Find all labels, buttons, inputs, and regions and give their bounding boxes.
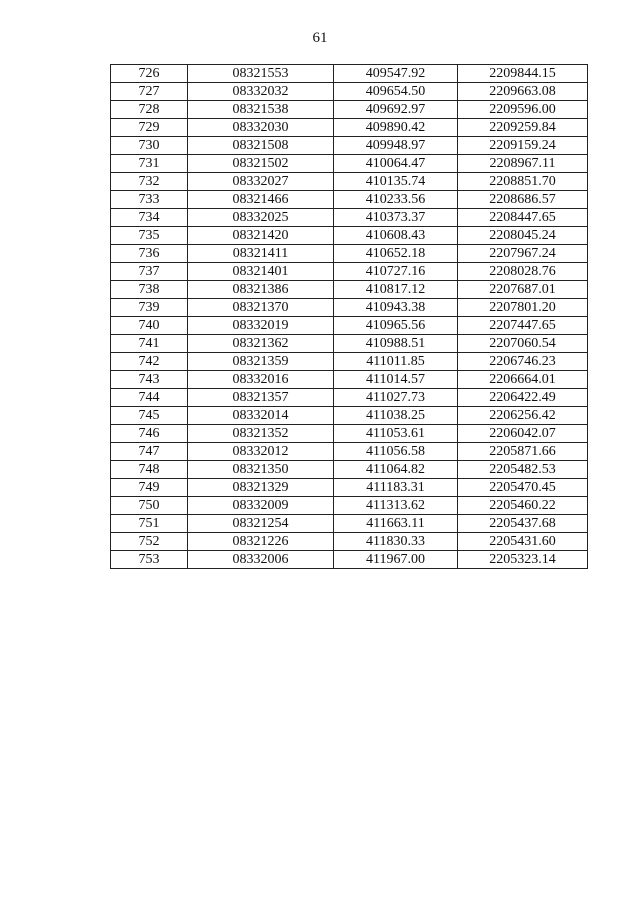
point-id-cell: 08321466 (188, 191, 334, 209)
table-row (111, 83, 588, 101)
x-coordinate-cell: 410988.51 (334, 335, 458, 353)
point-id-cell: 08332019 (188, 317, 334, 335)
y-coordinate-cell: 2209159.24 (458, 137, 588, 155)
row-number-cell: 735 (111, 227, 188, 245)
row-number-cell: 736 (111, 245, 188, 263)
point-id-cell: 08332027 (188, 173, 334, 191)
y-coordinate-cell: 2206664.01 (458, 371, 588, 389)
point-id-cell: 08321502 (188, 155, 334, 173)
table-row (111, 335, 588, 353)
row-number-cell: 730 (111, 137, 188, 155)
row-number-cell: 753 (111, 551, 188, 569)
point-id-cell: 08332012 (188, 443, 334, 461)
row-number-cell: 731 (111, 155, 188, 173)
table-row (111, 101, 588, 119)
x-coordinate-cell: 410608.43 (334, 227, 458, 245)
point-id-cell: 08321254 (188, 515, 334, 533)
point-id-cell: 08321508 (188, 137, 334, 155)
y-coordinate-cell: 2206422.49 (458, 389, 588, 407)
table-body (111, 65, 588, 569)
table-row (111, 353, 588, 371)
page-number: 61 (312, 30, 328, 46)
y-coordinate-cell: 2205323.14 (458, 551, 588, 569)
row-number-cell: 741 (111, 335, 188, 353)
x-coordinate-cell: 410943.38 (334, 299, 458, 317)
table-row (111, 551, 588, 569)
table-row (111, 155, 588, 173)
x-coordinate-cell: 410373.37 (334, 209, 458, 227)
row-number-cell: 726 (111, 65, 188, 83)
y-coordinate-cell: 2208967.11 (458, 155, 588, 173)
point-id-cell: 08332006 (188, 551, 334, 569)
x-coordinate-cell: 411056.58 (334, 443, 458, 461)
y-coordinate-cell: 2205437.68 (458, 515, 588, 533)
point-id-cell: 08332030 (188, 119, 334, 137)
table-row (111, 407, 588, 425)
row-number-cell: 752 (111, 533, 188, 551)
table-row (111, 245, 588, 263)
y-coordinate-cell: 2205470.45 (458, 479, 588, 497)
x-coordinate-cell: 409890.42 (334, 119, 458, 137)
table-row (111, 515, 588, 533)
x-coordinate-cell: 411053.61 (334, 425, 458, 443)
row-number-cell: 742 (111, 353, 188, 371)
y-coordinate-cell: 2205460.22 (458, 497, 588, 515)
point-id-cell: 08321553 (188, 65, 334, 83)
table-row (111, 173, 588, 191)
y-coordinate-cell: 2208028.76 (458, 263, 588, 281)
row-number-cell: 746 (111, 425, 188, 443)
row-number-cell: 732 (111, 173, 188, 191)
table-row (111, 281, 588, 299)
x-coordinate-cell: 409547.92 (334, 65, 458, 83)
point-id-cell: 08332025 (188, 209, 334, 227)
y-coordinate-cell: 2209663.08 (458, 83, 588, 101)
table-row (111, 533, 588, 551)
table-row (111, 119, 588, 137)
table-row (111, 371, 588, 389)
y-coordinate-cell: 2207687.01 (458, 281, 588, 299)
x-coordinate-cell: 411014.57 (334, 371, 458, 389)
y-coordinate-cell: 2207967.24 (458, 245, 588, 263)
x-coordinate-cell: 411011.85 (334, 353, 458, 371)
point-id-cell: 08321329 (188, 479, 334, 497)
row-number-cell: 751 (111, 515, 188, 533)
table-row (111, 227, 588, 245)
y-coordinate-cell: 2209259.84 (458, 119, 588, 137)
point-id-cell: 08321411 (188, 245, 334, 263)
coordinates-table (110, 64, 588, 569)
table-row (111, 191, 588, 209)
table-row (111, 389, 588, 407)
row-number-cell: 747 (111, 443, 188, 461)
y-coordinate-cell: 2207447.65 (458, 317, 588, 335)
y-coordinate-cell: 2209844.15 (458, 65, 588, 83)
x-coordinate-cell: 410965.56 (334, 317, 458, 335)
table-row (111, 497, 588, 515)
y-coordinate-cell: 2209596.00 (458, 101, 588, 119)
y-coordinate-cell: 2205482.53 (458, 461, 588, 479)
row-number-cell: 745 (111, 407, 188, 425)
table-row (111, 299, 588, 317)
x-coordinate-cell: 410233.56 (334, 191, 458, 209)
y-coordinate-cell: 2205431.60 (458, 533, 588, 551)
row-number-cell: 729 (111, 119, 188, 137)
x-coordinate-cell: 410817.12 (334, 281, 458, 299)
y-coordinate-cell: 2206256.42 (458, 407, 588, 425)
table-row (111, 479, 588, 497)
x-coordinate-cell: 410064.47 (334, 155, 458, 173)
row-number-cell: 728 (111, 101, 188, 119)
x-coordinate-cell: 411183.31 (334, 479, 458, 497)
table-row (111, 461, 588, 479)
y-coordinate-cell: 2206042.07 (458, 425, 588, 443)
x-coordinate-cell: 409948.97 (334, 137, 458, 155)
y-coordinate-cell: 2207060.54 (458, 335, 588, 353)
x-coordinate-cell: 409654.50 (334, 83, 458, 101)
row-number-cell: 737 (111, 263, 188, 281)
y-coordinate-cell: 2208447.65 (458, 209, 588, 227)
y-coordinate-cell: 2206746.23 (458, 353, 588, 371)
x-coordinate-cell: 411830.33 (334, 533, 458, 551)
point-id-cell: 08321357 (188, 389, 334, 407)
row-number-cell: 749 (111, 479, 188, 497)
point-id-cell: 08321538 (188, 101, 334, 119)
y-coordinate-cell: 2205871.66 (458, 443, 588, 461)
x-coordinate-cell: 410135.74 (334, 173, 458, 191)
y-coordinate-cell: 2208851.70 (458, 173, 588, 191)
table-row (111, 65, 588, 83)
table-row (111, 137, 588, 155)
point-id-cell: 08332032 (188, 83, 334, 101)
row-number-cell: 744 (111, 389, 188, 407)
x-coordinate-cell: 411663.11 (334, 515, 458, 533)
x-coordinate-cell: 409692.97 (334, 101, 458, 119)
point-id-cell: 08321362 (188, 335, 334, 353)
point-id-cell: 08332016 (188, 371, 334, 389)
row-number-cell: 743 (111, 371, 188, 389)
table-row (111, 317, 588, 335)
row-number-cell: 739 (111, 299, 188, 317)
point-id-cell: 08332014 (188, 407, 334, 425)
point-id-cell: 08321370 (188, 299, 334, 317)
row-number-cell: 740 (111, 317, 188, 335)
x-coordinate-cell: 411038.25 (334, 407, 458, 425)
point-id-cell: 08321352 (188, 425, 334, 443)
x-coordinate-cell: 410652.18 (334, 245, 458, 263)
point-id-cell: 08332009 (188, 497, 334, 515)
table-row (111, 425, 588, 443)
table-row (111, 443, 588, 461)
point-id-cell: 08321359 (188, 353, 334, 371)
y-coordinate-cell: 2208686.57 (458, 191, 588, 209)
row-number-cell: 750 (111, 497, 188, 515)
x-coordinate-cell: 411967.00 (334, 551, 458, 569)
point-id-cell: 08321386 (188, 281, 334, 299)
point-id-cell: 08321350 (188, 461, 334, 479)
row-number-cell: 733 (111, 191, 188, 209)
row-number-cell: 727 (111, 83, 188, 101)
row-number-cell: 748 (111, 461, 188, 479)
y-coordinate-cell: 2207801.20 (458, 299, 588, 317)
table-row (111, 209, 588, 227)
point-id-cell: 08321420 (188, 227, 334, 245)
row-number-cell: 738 (111, 281, 188, 299)
row-number-cell: 734 (111, 209, 188, 227)
x-coordinate-cell: 411064.82 (334, 461, 458, 479)
point-id-cell: 08321401 (188, 263, 334, 281)
x-coordinate-cell: 411313.62 (334, 497, 458, 515)
x-coordinate-cell: 410727.16 (334, 263, 458, 281)
y-coordinate-cell: 2208045.24 (458, 227, 588, 245)
table-row (111, 263, 588, 281)
point-id-cell: 08321226 (188, 533, 334, 551)
x-coordinate-cell: 411027.73 (334, 389, 458, 407)
